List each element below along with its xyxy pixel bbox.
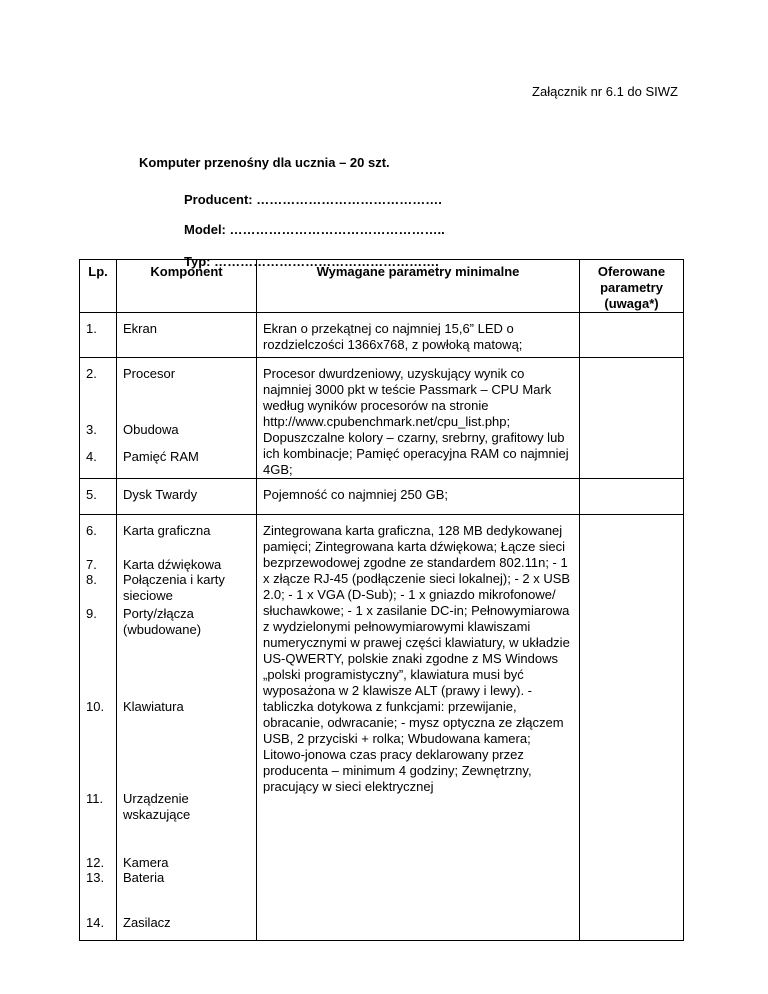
table-header-row: [80, 260, 684, 313]
row-lp: 6.: [86, 523, 97, 538]
row-lp: 9.: [86, 606, 97, 621]
table-row: [80, 515, 684, 941]
table-row: [80, 479, 684, 515]
row-lp: 2.: [86, 366, 97, 381]
row-lp: 7.: [86, 557, 97, 572]
header-component: Komponent: [117, 260, 257, 313]
row-lp: 10.: [86, 699, 105, 714]
offered-cell[interactable]: [580, 313, 684, 358]
annex-label: Załącznik nr 6.1 do SIWZ: [532, 84, 678, 99]
row-component: Zasilacz: [123, 915, 171, 930]
row-component: Obudowa: [123, 422, 179, 437]
spec-table: [79, 259, 684, 941]
row-lp: 1.: [86, 321, 97, 336]
row-component: Pamięć RAM: [123, 449, 199, 464]
header-offered: Oferowane parametry (uwaga*): [580, 260, 684, 313]
row-lp: 11.: [86, 791, 104, 806]
row-lp: 13.: [86, 870, 105, 885]
row-lp: 3.: [86, 422, 97, 437]
offered-cell[interactable]: [580, 515, 684, 941]
producer-field: Producent: …………………………………….: [184, 192, 442, 207]
header-lp: Lp.: [80, 260, 117, 313]
row-component: Karta dźwiękowa: [123, 557, 222, 572]
model-field: Model: …………………………………………..: [184, 222, 445, 237]
type-field: Typ: …………………………………………….: [184, 254, 439, 269]
row-component: Klawiatura: [123, 699, 184, 714]
row-required: Pojemność co najmniej 250 GB;: [263, 487, 448, 502]
table-row: [80, 358, 684, 479]
row-lp: 5.: [86, 487, 97, 502]
row-component: Ekran: [123, 321, 157, 336]
row-component: Bateria: [123, 870, 165, 885]
row-lp: 12.: [86, 855, 105, 870]
row-component: Karta graficzna: [123, 523, 211, 538]
table-row: [80, 313, 684, 358]
row-component: Dysk Twardy: [123, 487, 198, 502]
row-component: Połączenia i karty sieciowe: [123, 572, 225, 603]
document-title: Komputer przenośny dla ucznia – 20 szt.: [139, 155, 390, 170]
row-required: Ekran o przekątnej co najmniej 15,6” LED o rozdzielczości 1366x768, z powłoką matową;: [263, 321, 523, 352]
header-required: Wymagane parametry minimalne: [257, 260, 580, 313]
row-lp: 14.: [86, 915, 105, 930]
row-lp: 4.: [86, 449, 97, 464]
row-component: Porty/złącza (wbudowane): [123, 606, 202, 637]
row-required: Procesor dwurdzeniowy, uzyskujący wynik co najmniej 3000 pkt w teście Passmark – CPU Mark według wyników procesorów na stronie http://www.cpubenchmark.net/cpu_list.php; Dopuszczalne kolory – czarny, srebrny, grafitowy lub ich kombinacje; Pamięć operacyjna RAM co najmniej 4GB;: [263, 366, 569, 477]
row-component: Procesor: [123, 366, 176, 381]
row-required: Zintegrowana karta graficzna, 128 MB dedykowanej pamięci; Zintegrowana karta dźwiękowa; Łącze sieci bezprzewodowej zgodne ze standardem 802.11n; - 1 x złącze RJ-45 (podłączenie sieci lokalnej); - 2 x USB 2.0; - 1 x VGA (D-Sub); - 1 x gniazdo mikrofonowe/ słuchawkowe; - 1 x zasilanie DC-in; Pełnowymiarowa z wydzielonymi pełnowymiarowymi klawiszami numerycznymi w prawej części klawiatury, w układzie US-QWERTY, polskie znaki zgodne z MS Windows „polski programistyczny”, klawiatura musi być wyposażona w 2 klawisze ALT (prawy i lewy). -tabliczka dotykowa z funkcjami: przewijanie, obracanie, odwracanie; - mysz optyczna ze złączem USB, 2 przyciski + rolka; Wbudowana kamera; Litowo-jonowa czas pracy deklarowany przez producenta – minimum 4 godziny; Zewnętrzny, pracujący w sieci elektrycznej: [263, 523, 571, 794]
offered-cell[interactable]: [580, 479, 684, 515]
row-lp: 8.: [86, 572, 97, 587]
offered-cell[interactable]: [580, 358, 684, 479]
row-component: Kamera: [123, 855, 169, 870]
row-component: Urządzenie wskazujące: [123, 791, 191, 822]
